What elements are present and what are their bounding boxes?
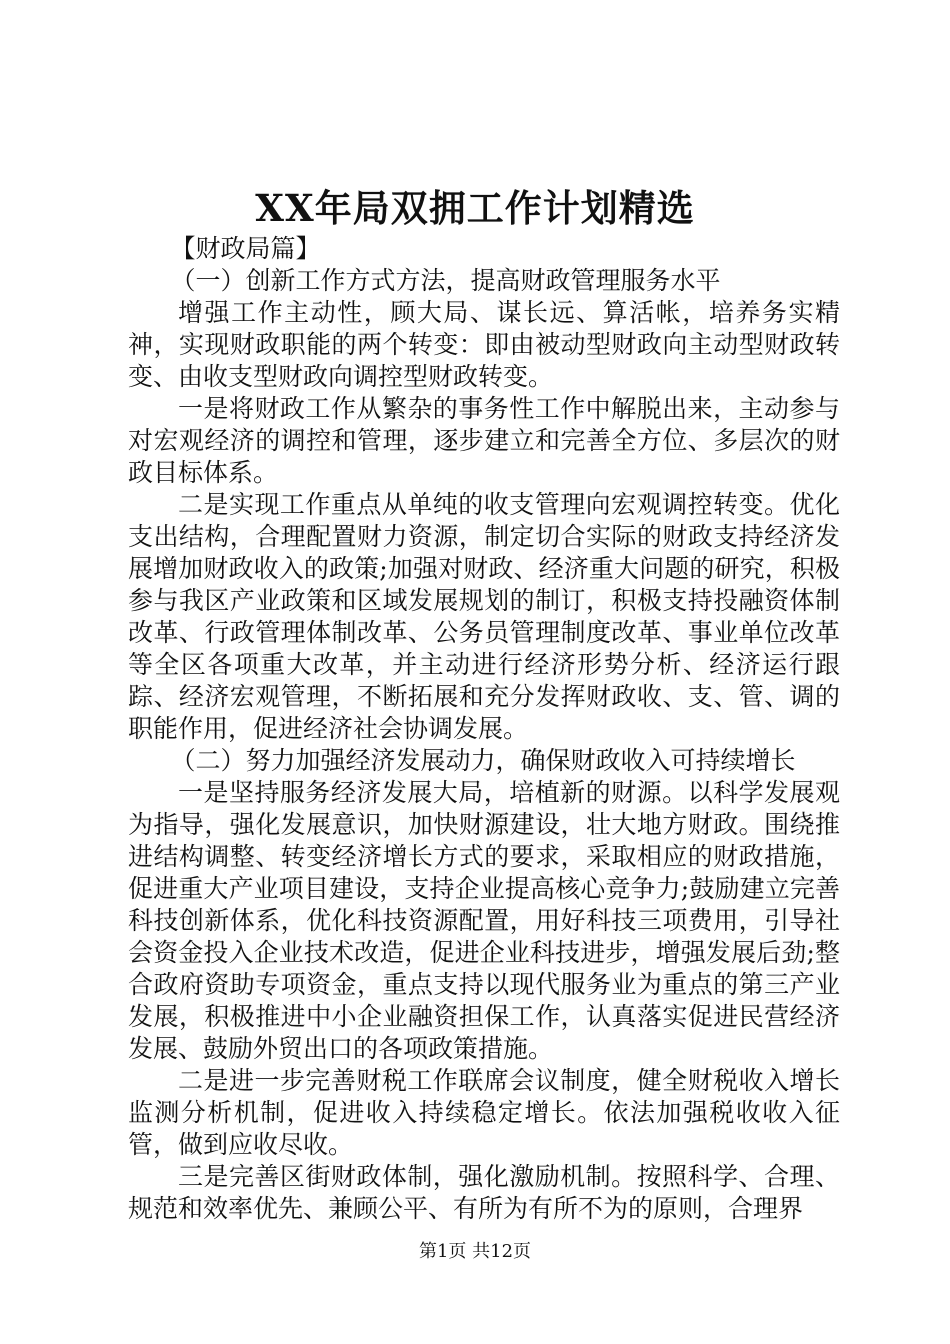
section-heading-2: （二）努力加强经济发展动力，确保财政收入可持续增长	[170, 746, 796, 775]
document-body	[128, 233, 840, 1225]
paragraph: 一是将财政工作从繁杂的事务性工作中解脱出来，主动参与对宏观经济的调控和管理，逐步建立和完善全方位、多层次的财政目标体系。	[128, 394, 840, 487]
paragraph: 三是完善区街财政体制，强化激励机制。按照科学、合理、规范和效率优先、兼顾公平、有所为有所不为的原则，合理界	[128, 1162, 840, 1223]
section-heading-1: （一）创新工作方式方法，提高财政管理服务水平	[170, 266, 721, 295]
page-footer: 第1页 共12页	[418, 1241, 532, 1262]
document-title: XX年局双拥工作计划精选	[255, 186, 695, 230]
paragraph: 一是坚持服务经济发展大局，培植新的财源。以科学发展观为指导，强化发展意识，加快财源建设，壮大地方财政。围绕推进结构调整、转变经济增长方式的要求，采取相应的财政措施，促进重大产业项目建设，支持企业提高核心竞争力;鼓励建立完善科技创新体系，优化科技资源配置，用好科技三项费用，引导社会资金投入企业技术改造，促进企业科技进步，增强发展后劲;整合政府资助专项资金，重点支持以现代服务业为重点的第三产业发展，积极推进中小企业融资担保工作，认真落实促进民营经济发展、鼓励外贸出口的各项政策措施。	[128, 778, 840, 1063]
section-label: 【财政局篇】	[170, 234, 321, 263]
paragraph: 二是实现工作重点从单纯的收支管理向宏观调控转变。优化支出结构，合理配置财力资源，制定切合实际的财政支持经济发展增加财政收入的政策;加强对财政、经济重大问题的研究，积极参与我区产业政策和区域发展规划的制订，积极支持投融资体制改革、行政管理体制改革、公务员管理制度改革、事业单位改革等全区各项重大改革，并主动进行经济形势分析、经济运行跟踪、经济宏观管理，不断拓展和充分发挥财政收、支、管、调的职能作用，促进经济社会协调发展。	[128, 490, 840, 743]
paragraph: 增强工作主动性，顾大局、谋长远、算活帐，培养务实精神，实现财政职能的两个转变：即由被动型财政向主动型财政转变、由收支型财政向调控型财政转变。	[128, 298, 840, 391]
paragraph: 二是进一步完善财税工作联席会议制度，健全财税收入增长监测分析机制，促进收入持续稳定增长。依法加强税收收入征管，做到应收尽收。	[128, 1066, 840, 1159]
